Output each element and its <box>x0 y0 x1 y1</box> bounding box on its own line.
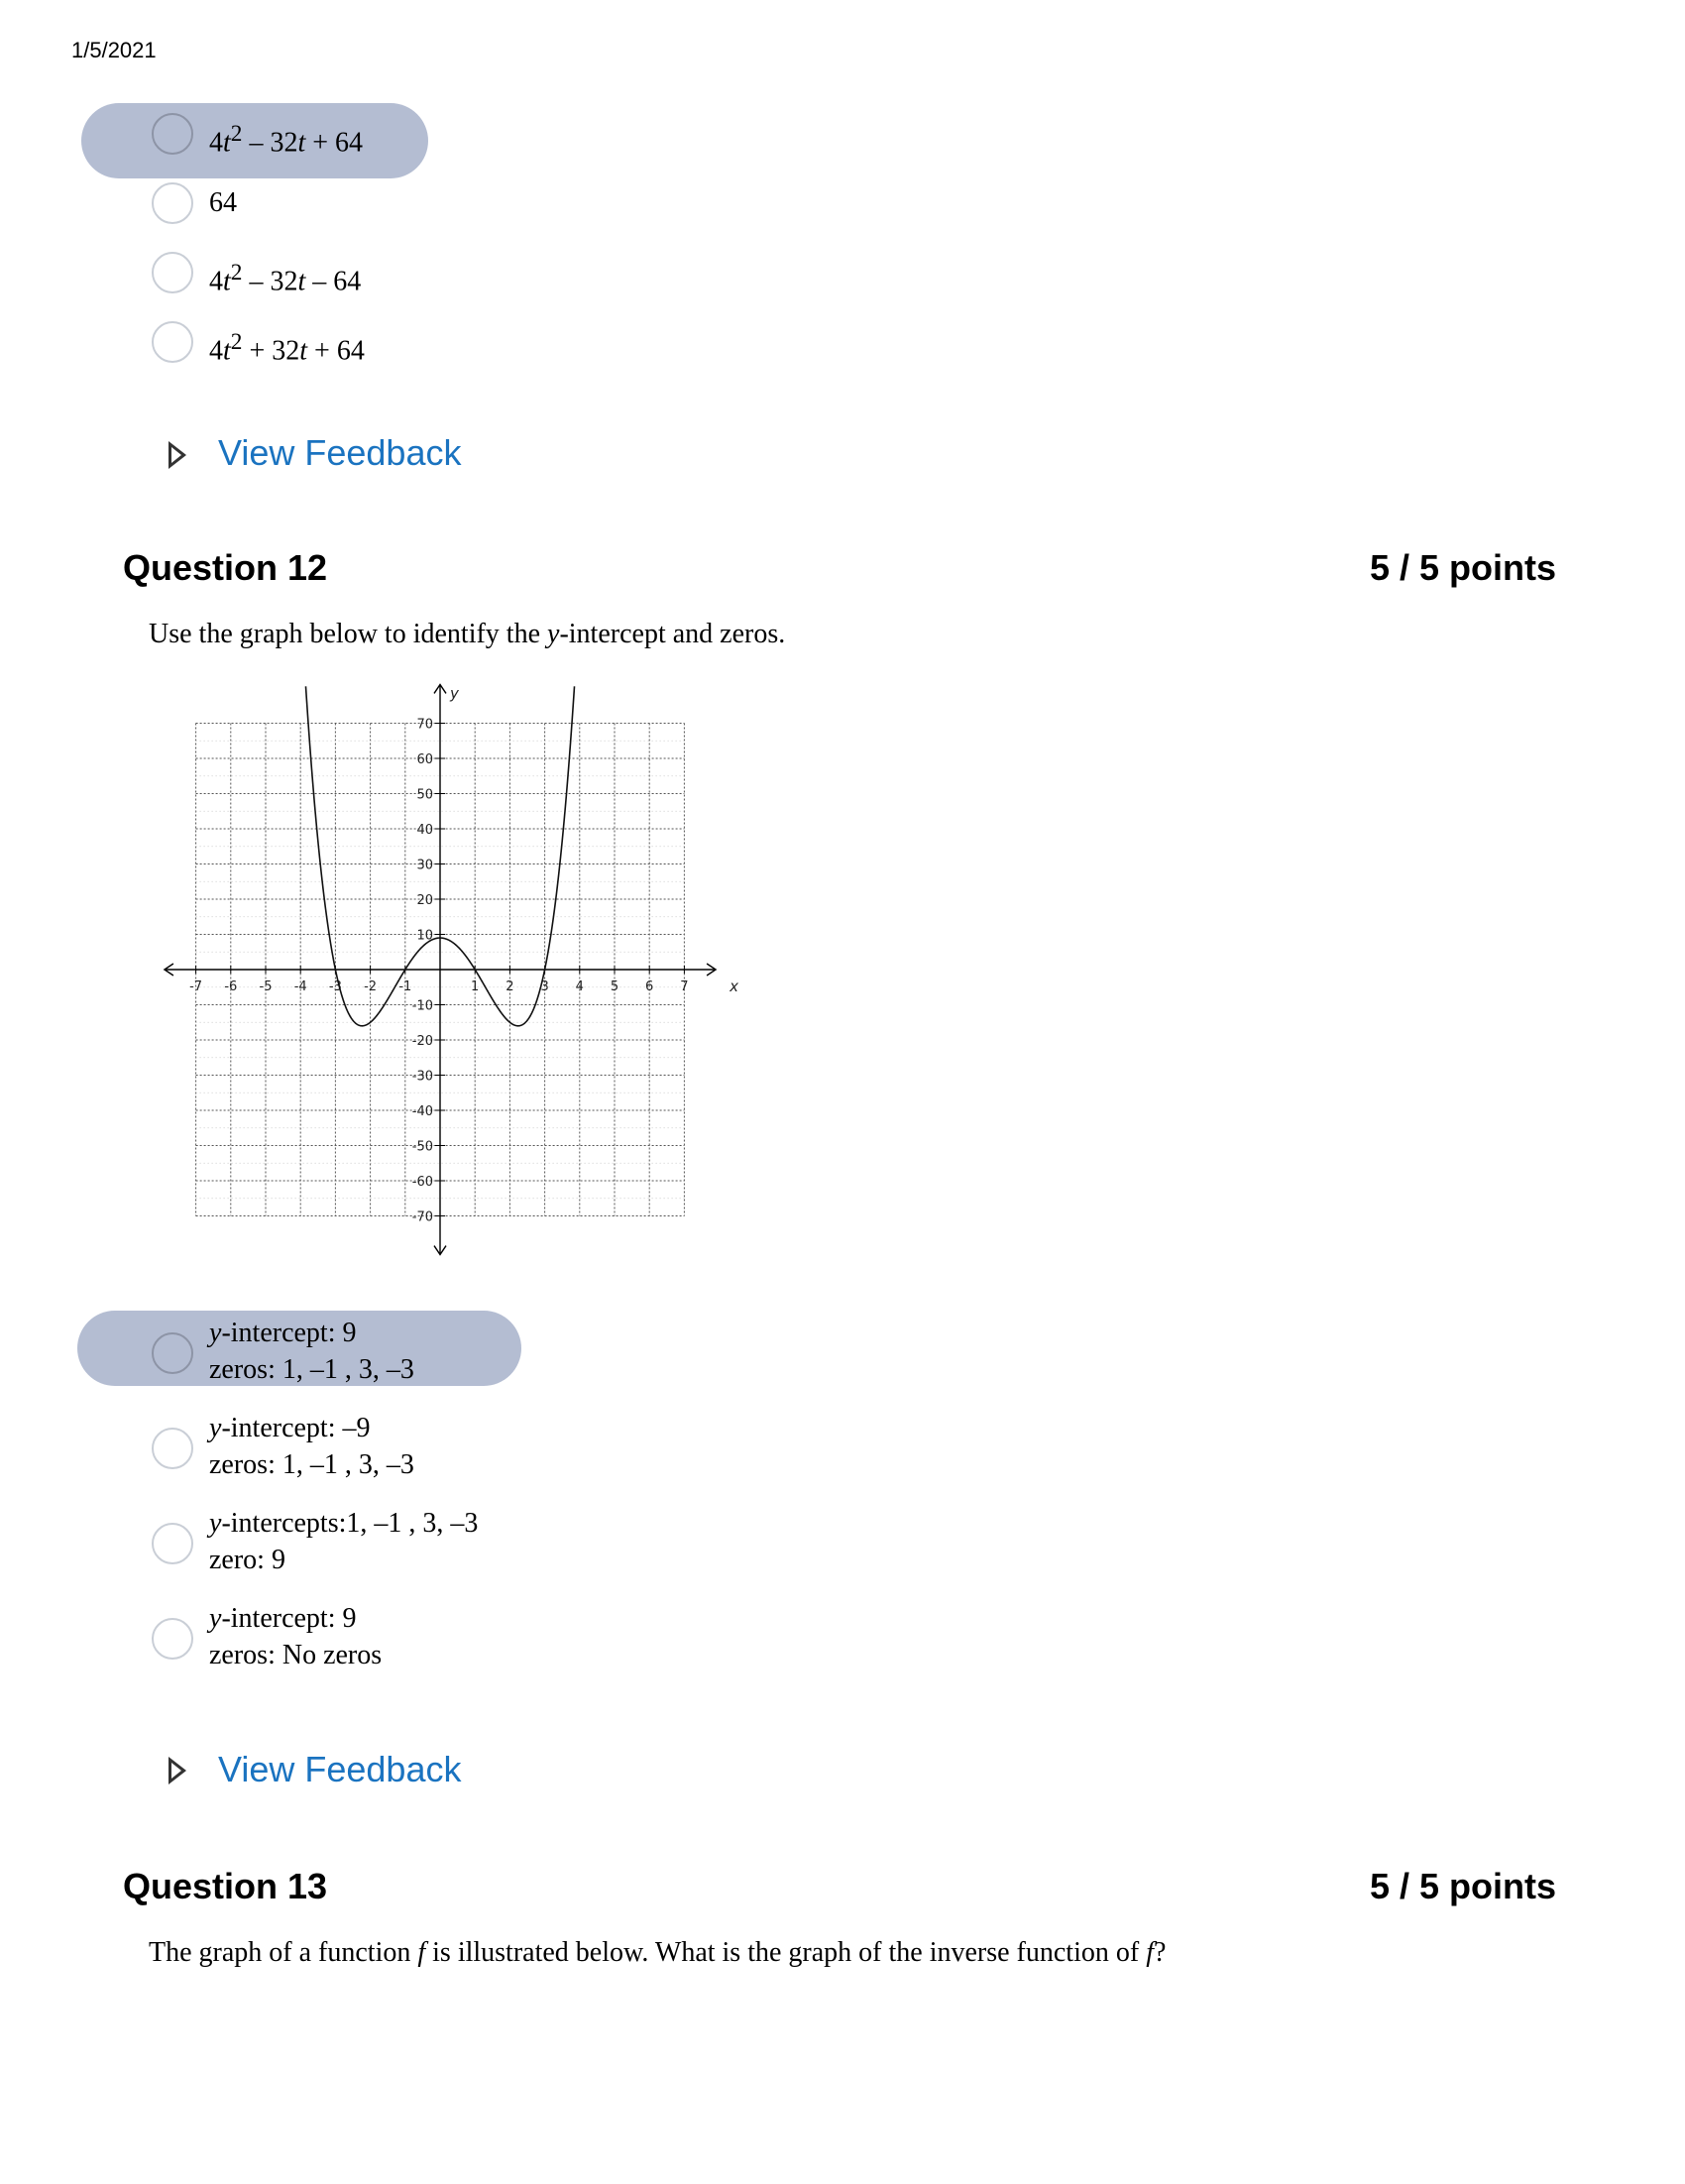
question-points: 5 / 5 points <box>1369 1866 1556 1906</box>
radio-button[interactable] <box>152 321 193 363</box>
x-tick-label: -3 <box>328 979 342 994</box>
page-date: 1/5/2021 <box>71 38 157 62</box>
radio-button[interactable] <box>152 1332 193 1374</box>
x-tick-label: 3 <box>540 979 549 994</box>
x-tick-label: -4 <box>293 979 307 994</box>
x-tick-label: -1 <box>398 979 412 994</box>
radio-button[interactable] <box>152 252 193 293</box>
y-tick-label: 60 <box>416 752 433 767</box>
answer-option-line1: y-intercepts:1, –1 , 3, –3 <box>209 1508 479 1539</box>
y-tick-label: 10 <box>416 928 433 944</box>
y-tick-label: 20 <box>416 893 433 908</box>
radio-button[interactable] <box>152 182 193 224</box>
x-tick-label: -7 <box>189 979 203 994</box>
y-tick-label: -30 <box>411 1069 433 1085</box>
y-tick-label: -10 <box>411 998 433 1014</box>
answer-option-line2: zeros: No zeros <box>209 1640 383 1670</box>
y-tick-label: -40 <box>411 1104 433 1119</box>
y-tick-label: -60 <box>411 1175 433 1190</box>
y-tick-label: 40 <box>416 823 433 838</box>
y-tick-label: -50 <box>411 1139 433 1155</box>
x-tick-label: 5 <box>610 979 619 994</box>
answer-option-label: 64 <box>209 187 237 218</box>
function-graph <box>149 679 743 1274</box>
answer-option-label: $4t^2 + 32t + 64$ <box>209 329 365 367</box>
radio-button[interactable] <box>152 1618 193 1660</box>
answer-option-line1: y-intercept: –9 <box>209 1413 371 1443</box>
question-prompt: Use the graph below to identify the y-intercept and zeros. <box>149 619 786 649</box>
x-tick-label: -2 <box>364 979 378 994</box>
answer-option-line2: zeros: 1, –1 , 3, –3 <box>209 1449 414 1480</box>
radio-button[interactable] <box>152 1428 193 1469</box>
y-tick-label: 50 <box>416 787 433 803</box>
y-tick-label: 70 <box>416 717 433 733</box>
question-title: Question 13 <box>123 1866 328 1906</box>
x-tick-label: 2 <box>506 979 514 994</box>
radio-button[interactable] <box>152 1523 193 1564</box>
y-axis-label: y <box>450 684 459 703</box>
expand-triangle-icon[interactable] <box>168 1757 186 1784</box>
x-tick-label: -6 <box>224 979 238 994</box>
question-points: 5 / 5 points <box>1369 547 1556 588</box>
answer-option-label: $4t^2 - 32t + 64$ <box>209 121 364 159</box>
answer-option-label: $4t^2 - 32t - 64$ <box>209 260 362 297</box>
x-axis-label: x <box>730 977 739 995</box>
y-tick-label: 30 <box>416 858 433 873</box>
answer-option-line1: y-intercept: 9 <box>209 1318 357 1348</box>
x-tick-label: 4 <box>575 979 584 994</box>
y-tick-label: -70 <box>411 1209 433 1225</box>
x-tick-label: -5 <box>259 979 273 994</box>
answer-option-line2: zero: 9 <box>209 1545 285 1575</box>
view-feedback-link[interactable]: View Feedback <box>218 432 462 473</box>
radio-button[interactable] <box>152 113 193 155</box>
x-tick-label: 7 <box>680 979 689 994</box>
answer-option-line1: y-intercept: 9 <box>209 1603 357 1634</box>
answer-option-line2: zeros: 1, –1 , 3, –3 <box>209 1354 414 1385</box>
question-prompt: The graph of a function f is illustrated below. What is the graph of the inverse function of f? <box>149 1937 1167 1968</box>
x-tick-label: 1 <box>471 979 480 994</box>
expand-triangle-icon[interactable] <box>168 441 186 469</box>
question-title: Question 12 <box>123 547 328 588</box>
view-feedback-link[interactable]: View Feedback <box>218 1749 462 1789</box>
x-tick-label: 6 <box>645 979 654 994</box>
y-tick-label: -20 <box>411 1034 433 1049</box>
